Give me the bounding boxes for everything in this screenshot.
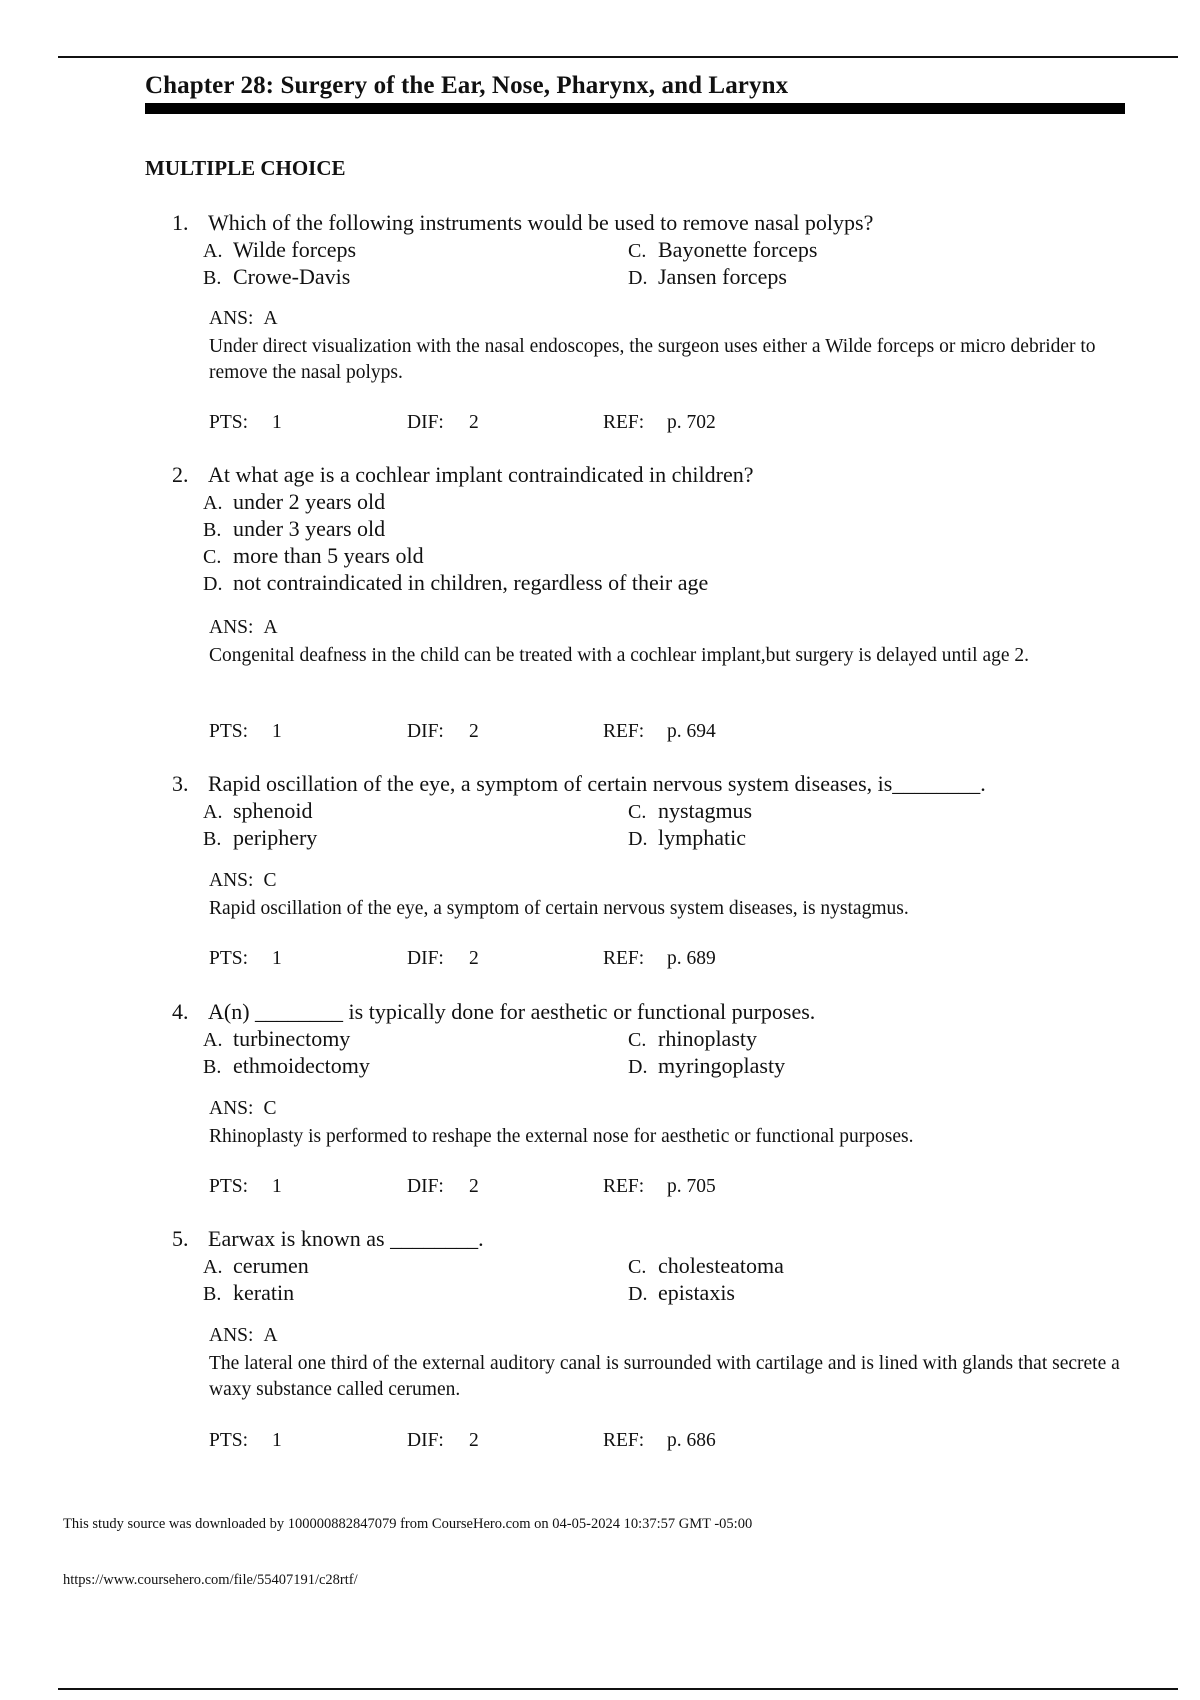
pts-value: 1 <box>272 1430 282 1451</box>
option-text: more than 5 years old <box>233 543 424 568</box>
option-text: lymphatic <box>658 825 746 850</box>
answer-option <box>628 264 787 290</box>
answer-option <box>628 237 817 263</box>
option-text: Wilde forceps <box>233 237 357 262</box>
answer-option <box>203 237 356 263</box>
option-letter: C. <box>203 546 222 568</box>
option-text: sphenoid <box>233 798 313 823</box>
answer-option <box>203 543 424 569</box>
option-letter: C. <box>628 1029 647 1051</box>
option-letter: B. <box>203 828 222 850</box>
option-text: nystagmus <box>658 798 753 823</box>
pts-label: PTS: <box>209 412 249 433</box>
option-text: cerumen <box>233 1253 309 1278</box>
source-url[interactable]: https://www.coursehero.com/file/55407191/c28rtf/ <box>63 1572 358 1588</box>
dif-value: 2 <box>469 1176 479 1197</box>
answer-option <box>628 1280 735 1306</box>
option-text: Crowe-Davis <box>233 264 351 289</box>
answer-key <box>209 870 276 892</box>
bottom-rule <box>58 1688 1178 1690</box>
dif-value: 2 <box>469 1430 479 1451</box>
option-letter: B. <box>203 519 222 541</box>
ref-label: REF: <box>603 721 645 742</box>
answer-rationale: Congenital deafness in the child can be treated with a cochlear implant,but surgery is delayed until age 2. <box>209 645 1029 666</box>
ref-value: p. 705 <box>667 1176 716 1197</box>
answer-value: C <box>263 1098 277 1119</box>
answer-option <box>203 1026 350 1052</box>
option-text: periphery <box>233 825 318 850</box>
question-stem <box>172 999 815 1025</box>
pts-value: 1 <box>272 1176 282 1197</box>
question-stem <box>172 1226 484 1252</box>
answer-option <box>203 825 317 851</box>
option-letter: B. <box>203 267 222 289</box>
option-letter: D. <box>203 573 223 595</box>
option-text: Jansen forceps <box>658 264 787 289</box>
option-letter: A. <box>203 801 223 823</box>
answer-rationale: Rhinoplasty is performed to reshape the external nose for aesthetic or functional purposes. <box>209 1126 914 1147</box>
option-text: turbinectomy <box>233 1026 351 1051</box>
answer-option <box>203 570 708 596</box>
option-letter: C. <box>628 240 647 262</box>
question-text: A(n) ________ is typically done for aesthetic or functional purposes. <box>208 999 816 1024</box>
option-letter: C. <box>628 801 647 823</box>
option-letter: A. <box>203 240 223 262</box>
dif-label: DIF: <box>407 721 444 742</box>
answer-option <box>628 798 752 824</box>
ref-value: p. 694 <box>667 721 716 742</box>
answer-option <box>628 1253 784 1279</box>
answer-option <box>628 1053 785 1079</box>
option-text: under 2 years old <box>233 489 386 514</box>
answer-option <box>628 825 746 851</box>
answer-value: A <box>263 308 278 329</box>
ref-value: p. 702 <box>667 412 716 433</box>
answer-option <box>203 489 385 515</box>
answer-value: A <box>263 617 278 638</box>
question-number: 3. <box>172 771 189 796</box>
answer-option <box>203 798 312 824</box>
dif-value: 2 <box>469 948 479 969</box>
question-text: At what age is a cochlear implant contraindicated in children? <box>208 462 754 487</box>
answer-key <box>209 1098 276 1120</box>
option-text: keratin <box>233 1280 295 1305</box>
answer-value: C <box>263 870 277 891</box>
dif-value: 2 <box>469 721 479 742</box>
question-stem <box>172 462 754 488</box>
pts-label: PTS: <box>209 721 249 742</box>
question-text: Which of the following instruments would be used to remove nasal polyps? <box>208 210 874 235</box>
option-text: not contraindicated in children, regardless of their age <box>233 570 709 595</box>
question-text: Earwax is known as ________. <box>208 1226 484 1251</box>
pts-value: 1 <box>272 948 282 969</box>
ref-label: REF: <box>603 412 645 433</box>
question-number: 1. <box>172 210 189 235</box>
dif-label: DIF: <box>407 1176 444 1197</box>
top-rule <box>58 56 1178 58</box>
answer-label: ANS: <box>209 870 254 891</box>
option-letter: A. <box>203 1256 223 1278</box>
answer-label: ANS: <box>209 1098 254 1119</box>
question-stem <box>172 771 986 797</box>
question-number: 5. <box>172 1226 189 1251</box>
question-text: Rapid oscillation of the eye, a symptom of certain nervous system diseases, is________. <box>208 771 986 796</box>
option-text: cholesteatoma <box>658 1253 784 1278</box>
option-letter: B. <box>203 1056 222 1078</box>
option-letter: D. <box>628 267 648 289</box>
pts-value: 1 <box>272 721 282 742</box>
question-number: 2. <box>172 462 189 487</box>
pts-label: PTS: <box>209 1430 249 1451</box>
answer-option <box>203 1053 370 1079</box>
option-text: myringoplasty <box>658 1053 786 1078</box>
ref-label: REF: <box>603 1430 645 1451</box>
answer-label: ANS: <box>209 308 254 329</box>
option-text: epistaxis <box>658 1280 735 1305</box>
option-letter: A. <box>203 1029 223 1051</box>
answer-key <box>209 308 278 330</box>
dif-label: DIF: <box>407 948 444 969</box>
ref-label: REF: <box>603 1176 645 1197</box>
answer-option <box>628 1026 757 1052</box>
answer-label: ANS: <box>209 1325 254 1346</box>
question-number: 4. <box>172 999 189 1024</box>
answer-value: A <box>263 1325 278 1346</box>
dif-label: DIF: <box>407 1430 444 1451</box>
answer-option <box>203 1253 309 1279</box>
option-letter: D. <box>628 1056 648 1078</box>
ref-value: p. 686 <box>667 1430 716 1451</box>
option-text: rhinoplasty <box>658 1026 757 1051</box>
title-underline-bar <box>145 103 1125 114</box>
answer-option <box>203 264 350 290</box>
answer-option <box>203 1280 294 1306</box>
option-letter: D. <box>628 828 648 850</box>
answer-rationale: Rapid oscillation of the eye, a symptom of certain nervous system diseases, is nystagmus. <box>209 898 909 919</box>
option-letter: D. <box>628 1283 648 1305</box>
option-letter: C. <box>628 1256 647 1278</box>
answer-rationale: Under direct visualization with the nasal endoscopes, the surgeon uses either a Wilde forceps or micro debrider to remove the nasal polyps. <box>209 336 1096 383</box>
ref-label: REF: <box>603 948 645 969</box>
option-text: ethmoidectomy <box>233 1053 370 1078</box>
section-heading: MULTIPLE CHOICE <box>145 156 346 180</box>
pts-label: PTS: <box>209 1176 249 1197</box>
chapter-title: Chapter 28: Surgery of the Ear, Nose, Pharynx, and Larynx <box>145 72 789 99</box>
answer-key <box>209 617 278 639</box>
dif-label: DIF: <box>407 412 444 433</box>
pts-label: PTS: <box>209 948 249 969</box>
answer-label: ANS: <box>209 617 254 638</box>
download-note: This study source was downloaded by 100000882847079 from CourseHero.com on 04-05-2024 10:37:57 GMT -05:00 <box>63 1516 753 1532</box>
answer-rationale: The lateral one third of the external auditory canal is surrounded with cartilage and is lined with glands that secrete a waxy substance called cerumen. <box>209 1353 1120 1400</box>
ref-value: p. 689 <box>667 948 716 969</box>
question-stem <box>172 210 873 236</box>
option-letter: B. <box>203 1283 222 1305</box>
option-text: Bayonette forceps <box>658 237 818 262</box>
answer-key <box>209 1325 278 1347</box>
pts-value: 1 <box>272 412 282 433</box>
answer-option <box>203 516 385 542</box>
dif-value: 2 <box>469 412 479 433</box>
option-letter: A. <box>203 492 223 514</box>
option-text: under 3 years old <box>233 516 386 541</box>
